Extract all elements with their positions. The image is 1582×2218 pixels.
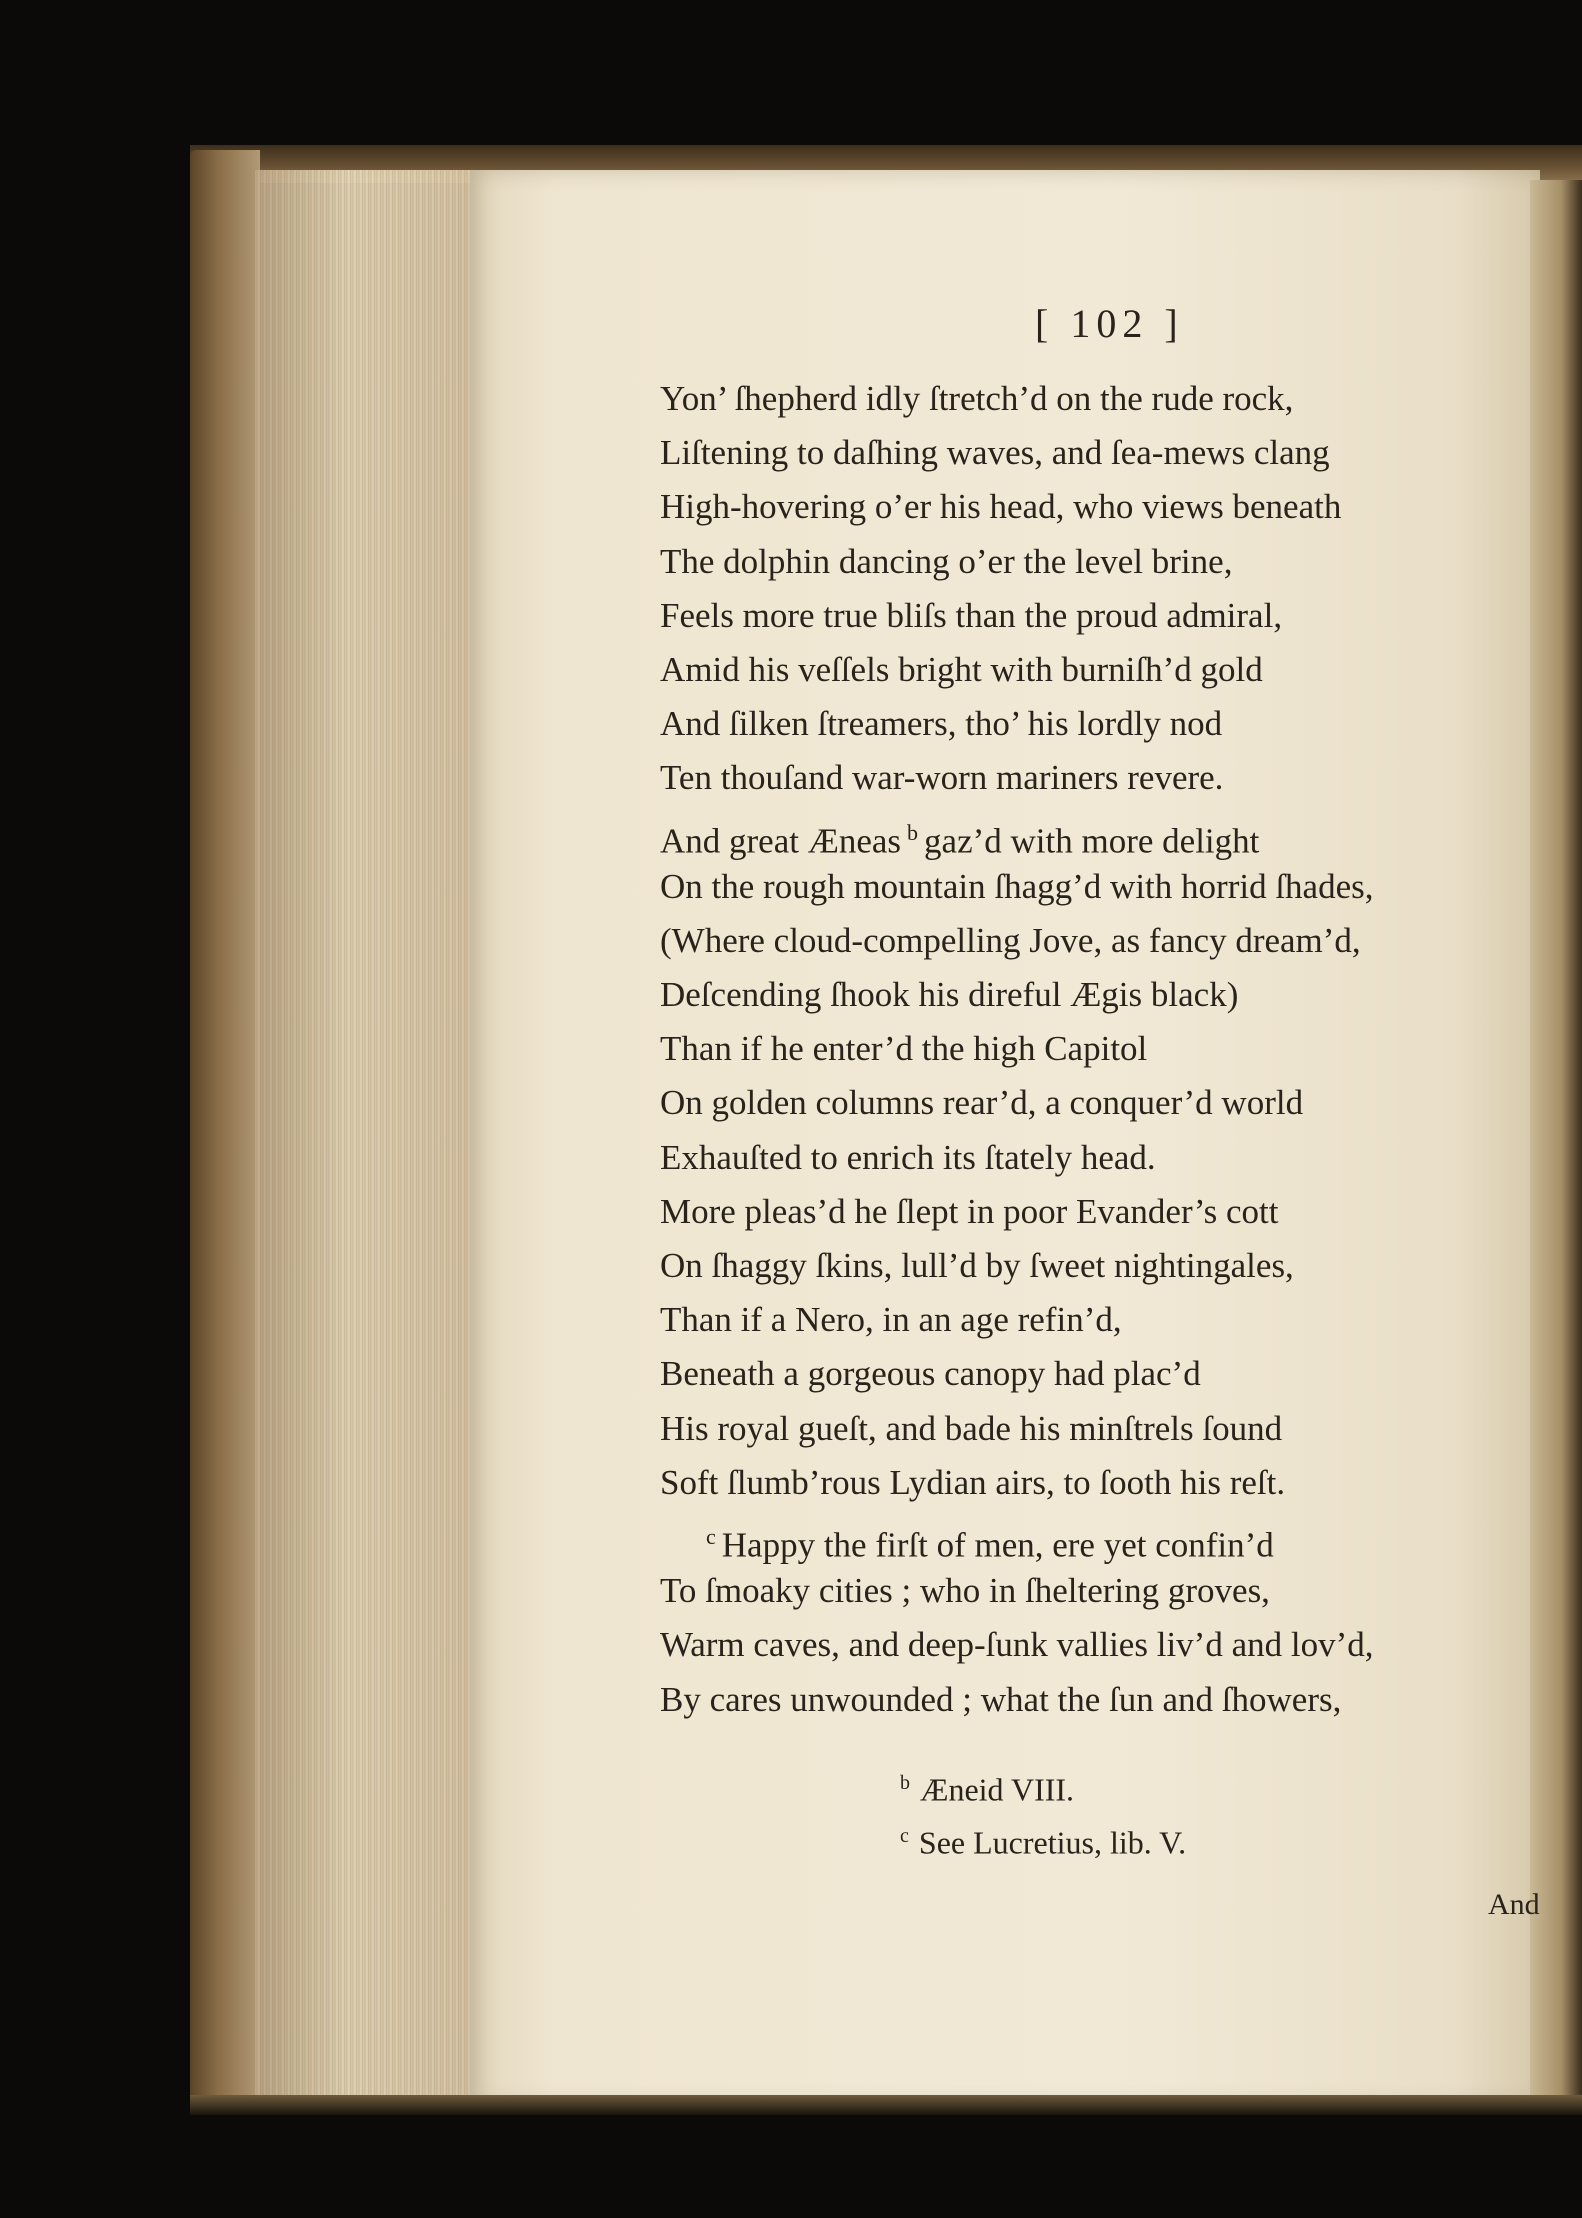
catchword: And [1488, 1888, 1540, 1921]
poem-line: (Where cloud-compelling Jove, as fancy dream’d, [660, 920, 1361, 960]
footnote-text: Æneid VIII. [920, 1771, 1075, 1808]
footnote [900, 1760, 1400, 1813]
poem-line [660, 1510, 1480, 1564]
poem-line: To ſmoaky cities ; who in ſheltering groves, [660, 1571, 1270, 1611]
footnote-marker: b [907, 819, 919, 845]
poem-line: Beneath a gorgeous canopy had plac’d [660, 1354, 1201, 1394]
poem-line: On golden columns rear’d, a conquer’d world [660, 1083, 1304, 1123]
poem-line: Amid his veſſels bright with burniſh’d gold [660, 649, 1263, 689]
poem-line: Exhauſted to enrich its ſtately head. [660, 1137, 1156, 1177]
poem-line: The dolphin dancing o’er the level brine, [660, 541, 1233, 581]
poem-text [660, 372, 1480, 1727]
page-edges-left [255, 170, 485, 2105]
poem-line: His royal gueſt, and bade his minſtrels ſound [660, 1408, 1283, 1448]
page-number: [ 102 ] [1035, 301, 1184, 346]
poem-line: By cares unwounded ; what the ſun and ſhowers, [660, 1679, 1342, 1719]
page-edges-right [1530, 180, 1582, 2100]
poem-line-text: And great Æneas [660, 821, 902, 861]
poem-line-text: gaz’d with more delight [924, 821, 1260, 861]
poem-line [660, 806, 1480, 860]
footnote-marker: c [900, 1824, 909, 1847]
book-bottom-edge [190, 2095, 1582, 2115]
footnotes [900, 1760, 1400, 1865]
poem-line: On the rough mountain ſhagg’d with horrid ſhades, [660, 866, 1374, 906]
poem-line: Than if he enter’d the high Capitol [660, 1029, 1148, 1069]
book-spine [190, 150, 260, 2100]
footnote-marker: b [900, 1772, 910, 1794]
poem-line: Soft ſlumb’rous Lydian airs, to ſooth his reſt. [660, 1462, 1286, 1502]
poem-line: Warm caves, and deep-ſunk vallies liv’d and lov’d, [660, 1625, 1374, 1665]
poem-line: High-hovering o’er his head, who views beneath [660, 487, 1342, 527]
poem-line: Ten thouſand war-worn mariners revere. [660, 758, 1224, 798]
poem-line: Deſcending ſhook his direful Ægis black) [660, 975, 1239, 1015]
footnote-marker: c [706, 1523, 716, 1549]
footnote [900, 1813, 1400, 1866]
poem-line-text: Happy the firſt of men, ere yet confin’d [721, 1525, 1274, 1565]
poem-line: And ſilken ſtreamers, tho’ his lordly nod [660, 704, 1223, 744]
poem-line: Than if a Nero, in an age refin’d, [660, 1300, 1122, 1340]
poem-line: Feels more true bliſs than the proud admiral, [660, 595, 1283, 635]
poem-line: More pleas’d he ſlept in poor Evander’s cott [660, 1191, 1279, 1231]
poem-line: Yon’ ſhepherd idly ſtretch’d on the rude rock, [660, 379, 1294, 418]
poem-line: On ſhaggy ſkins, lull’d by ſweet nightingales, [660, 1246, 1294, 1285]
footnote-text: See Lucretius, lib. V. [918, 1824, 1187, 1861]
poem-line: Liſtening to daſhing waves, and ſea-mews clang [660, 433, 1330, 473]
